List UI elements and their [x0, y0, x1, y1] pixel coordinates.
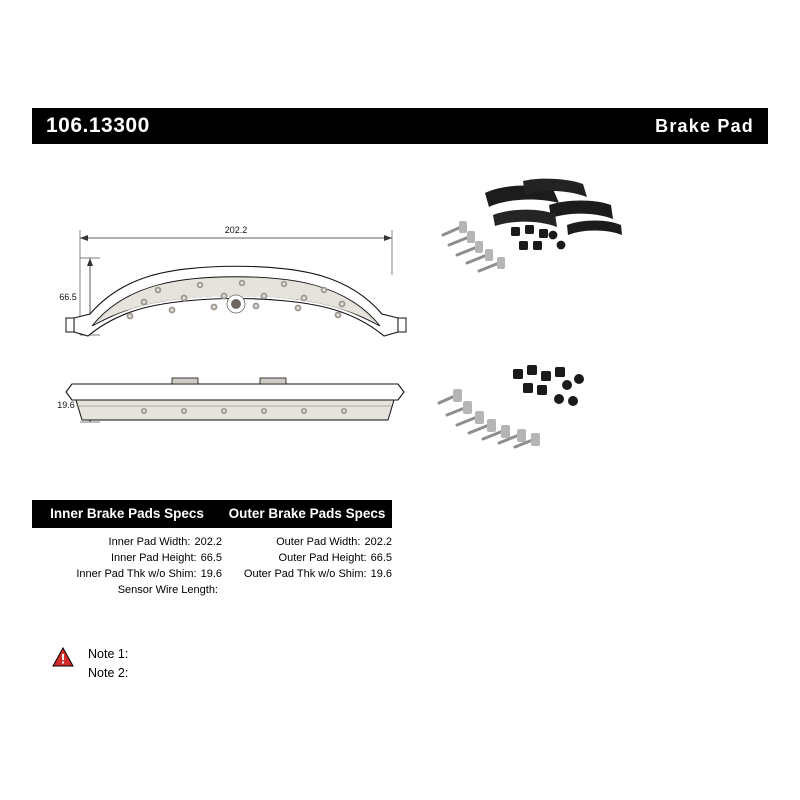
spec-row — [222, 566, 392, 582]
part-header-bar — [32, 108, 768, 144]
spec-label: Inner Pad Height: — [110, 552, 197, 564]
spec-row — [222, 550, 392, 566]
spec-label: Inner Pad Width: — [108, 536, 191, 548]
product-photo-hardware-kit — [427, 355, 657, 465]
dimension-thickness-label: 19.6 — [57, 400, 75, 410]
spec-row — [32, 566, 222, 582]
outer-pad-specs-table — [222, 500, 392, 582]
brake-pad-side-view — [57, 378, 404, 422]
note-1: Note 1: — [88, 647, 129, 661]
spec-row — [32, 550, 222, 566]
outer-specs-header: Outer Brake Pads Specs — [222, 500, 392, 528]
spec-label: Outer Pad Thk w/o Shim: — [243, 568, 367, 580]
technical-drawing-area — [32, 150, 768, 480]
part-type-label: Brake Pad — [655, 115, 754, 136]
dimension-height-label: 66.5 — [59, 292, 77, 302]
spec-label: Sensor Wire Length: — [117, 584, 218, 596]
spec-value — [218, 582, 222, 598]
dimension-width-label: 202.2 — [224, 225, 248, 235]
spec-value: 202.2 — [194, 536, 222, 548]
spec-value: 66.5 — [370, 552, 392, 564]
spec-row — [32, 582, 222, 598]
inner-specs-header: Inner Brake Pads Specs — [32, 500, 222, 528]
part-number: 106.13300 — [46, 114, 150, 137]
note-2: Note 2: — [88, 666, 129, 680]
spec-label: Outer Pad Width: — [276, 536, 361, 548]
spec-value: 202.2 — [364, 536, 392, 548]
warning-triangle-icon — [52, 647, 74, 667]
spec-label: Inner Pad Thk w/o Shim: — [76, 568, 197, 580]
spec-row — [222, 534, 392, 550]
spec-row — [32, 534, 222, 550]
brake-pad-line-drawing — [32, 150, 432, 480]
spec-label: Outer Pad Height: — [278, 552, 367, 564]
spec-value: 66.5 — [200, 552, 222, 564]
brake-pad-top-view — [59, 225, 406, 336]
spec-value: 19.6 — [370, 568, 392, 580]
notes-section — [52, 645, 128, 683]
inner-pad-specs-table — [32, 500, 222, 598]
spec-value: 19.6 — [200, 568, 222, 580]
product-photo-pads-and-hardware — [427, 175, 657, 295]
